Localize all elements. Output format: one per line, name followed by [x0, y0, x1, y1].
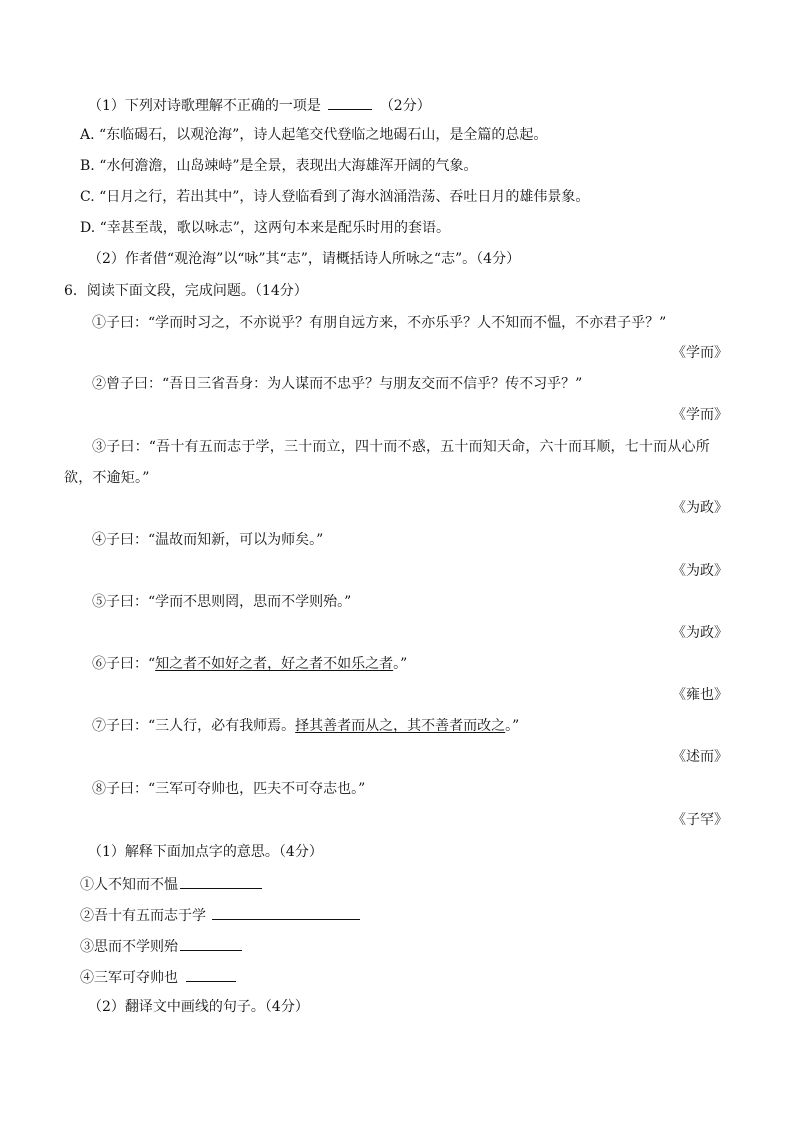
passage-4: ④子曰：“温故而知新，可以为师矣。”	[92, 532, 324, 548]
passage-6-end: 。”	[393, 656, 408, 672]
source-label: 《为政》	[672, 563, 728, 579]
answer-blank[interactable]	[180, 935, 242, 951]
explain-item-text: ③思而不学则殆	[80, 939, 178, 955]
passage-3: ③子曰：“吾十有五而志于学，三十而立，四十而不惑，五十而知天命，六十而耳顺，七十而从心所欲，不逾矩。”	[64, 439, 710, 486]
explain-item-2	[80, 904, 360, 926]
explain-item-3	[80, 935, 242, 957]
explain-item-text: ②吾十有五而志于学	[80, 908, 206, 924]
option-a: A. “东临碣石，以观沧海”，诗人起笔交代登临之地碣石山，是全篇的总起。	[80, 127, 548, 143]
answer-blank[interactable]	[328, 94, 372, 110]
option-c: C. “日月之行，若出其中”，诗人登临看到了海水汹涌浩荡、吞吐日月的雄伟景象。	[80, 189, 590, 205]
answer-blank[interactable]	[186, 966, 236, 982]
source-label: 《述而》	[672, 749, 728, 765]
section-6-heading: 6．阅读下面文段，完成问题。（14分）	[64, 283, 308, 299]
poem-question-2: （2）作者借“观沧海”以“咏”其“志”，请概括诗人所咏之“志”。（4分）	[88, 251, 521, 267]
source-label: 《子罕》	[672, 812, 728, 828]
passage-6-lead: ⑥子曰：“	[92, 656, 156, 672]
question-6-1: （1）解释下面加点字的意思。（4分）	[88, 844, 323, 860]
source-label: 《学而》	[672, 407, 728, 423]
explain-item-4	[80, 966, 236, 988]
answer-blank[interactable]	[180, 873, 262, 889]
source-label: 《学而》	[672, 345, 728, 361]
explain-item-text: ④三军可夺帅也	[80, 970, 178, 986]
option-b: B. “水何澹澹，山岛竦峙”是全景，表现出大海雄浑开阔的气象。	[80, 158, 478, 174]
source-label: 《为政》	[672, 500, 728, 516]
passage-7-lead: ⑦子曰：“三人行，必有我师焉。	[92, 718, 296, 734]
underlined-sentence: 择其善者而从之，其不善者而改之	[295, 718, 506, 734]
poem-question-1	[88, 94, 431, 116]
passage-1: ①子曰：“学而时习之，不亦说乎？有朋自远方来，不亦乐乎？人不知而不愠，不亦君子乎？”	[92, 315, 667, 331]
explain-item-1	[80, 873, 262, 895]
poem-question-1-score: （2分）	[379, 98, 431, 114]
passage-5: ⑤子曰：“学而不思则罔，思而不学则殆。”	[92, 594, 352, 610]
passage-8: ⑧子曰：“三军可夺帅也，匹夫不可夺志也。”	[92, 781, 366, 797]
answer-blank[interactable]	[212, 904, 360, 920]
question-6-2: （2）翻译文中画线的句子。（4分）	[88, 999, 309, 1015]
source-label: 《雍也》	[672, 687, 728, 703]
passage-7	[92, 716, 519, 736]
option-d: D. “幸甚至哉，歌以咏志”，这两句本来是配乐时用的套语。	[80, 220, 450, 236]
poem-question-1-text: （1）下列对诗歌理解不正确的一项是	[88, 98, 321, 114]
source-label: 《为政》	[672, 625, 728, 641]
passage-7-end: 。”	[505, 718, 520, 734]
passage-2: ②曾子曰：“吾日三省吾身：为人谋而不忠乎？与朋友交而不信乎？传不习乎？”	[92, 376, 583, 392]
passage-6	[92, 654, 407, 674]
underlined-sentence: 知之者不如好之者，好之者不如乐之者	[155, 656, 394, 672]
explain-item-text: ①人不知而不愠	[80, 877, 178, 893]
